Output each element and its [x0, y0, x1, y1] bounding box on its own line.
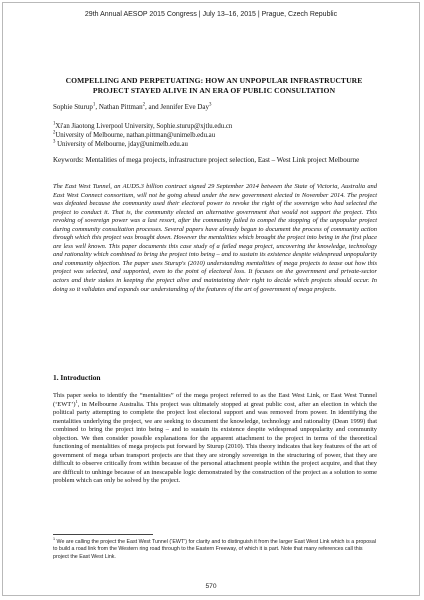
author-sup: 1	[92, 102, 96, 108]
affiliation-text: Xi'an Jiaotong Liverpool University, Sophie.sturup@xjtlu.edu.cn	[55, 123, 233, 130]
author-separator: ,	[95, 103, 99, 111]
footnote-text: We are calling the project the East West Tunnel (‘EWT’) for clarity and to distinguish it from the larger East West Link which is a proposal to build a road link from the Western ring road through to the Eastern Freeway, of which it is part. Note that many references call this project the East West Link.	[53, 539, 376, 560]
affiliation-sup: 1	[53, 121, 56, 127]
body-paragraph	[53, 392, 377, 486]
affiliation	[53, 131, 215, 140]
affiliation-text: University of Melbourne, jday@unimelb.edu.au	[55, 141, 188, 148]
affiliation-sup: 2	[53, 130, 56, 136]
author-separator: , and	[145, 103, 161, 111]
affiliation-sup: 3	[53, 139, 56, 145]
section-heading: 1. Introduction	[53, 373, 101, 382]
paper-title	[53, 76, 375, 96]
author-name: Sophie Sturup	[53, 103, 93, 111]
title-line-1: COMPELLING AND PERPETUATING: HOW AN UNPOPULAR INFRASTRUCTURE	[65, 76, 363, 85]
body-text-part: This paper seeks to identify the “mentalities” of the mega project referred to as the East West Link, or East West Tunnel (‘EWT’)	[53, 392, 377, 408]
body-text-part: , in Melbourne Australia. This project was ultimately stopped at great public cost, after an election in which the political party attempting to complete the project lost electoral support and was removed from power. In identifying the mentalities underlying the project, we are seeking to document the knowledge, technology and rationality (Dean 1999) that combined to bring the project into being – and to sustain its existence despite widespread unpopularity and community objection. We then consider possible explanations for the apparent attachment to the project in terms of the theoretical functioning of mentalities of mega projects put forward by Sturup (2010). This theory indicates that key features of the art of government of mega urban transport projects are that they are strongly sovereign in the structuring of power, that they are difficult to observe critically from within because of the personal attachment people within the project acquire, and that they are difficult to unhinge because of an inescapable logic demonstrated by the construction of the project as a solution to some problem which can only be solved by the project.	[53, 400, 377, 485]
paper-page	[2, 2, 420, 596]
affiliation	[53, 122, 232, 131]
author-list	[53, 103, 211, 112]
footnote	[53, 539, 377, 561]
running-header: 29th Annual AESOP 2015 Congress | July 13–16, 2015 | Prague, Czech Republic	[84, 11, 338, 18]
author-sup: 3	[208, 102, 212, 108]
footnote-ref[interactable]: 1	[75, 398, 78, 404]
footnote-sup: 1	[53, 537, 56, 542]
title-line-2: PROJECT STAYED ALIVE IN AN ERA OF PUBLIC CONSULTATION	[92, 86, 336, 95]
author-sup: 2	[142, 102, 146, 108]
footnote-divider	[53, 534, 153, 535]
author-name: Jennifer Eve Day	[160, 103, 209, 111]
abstract: The East West Tunnel, an AUD5.3 billion contract signed 29 September 2014 between the State of Victoria, Australia and East West Connect consortium, will not be going ahead under the new government elected in November 2014. The project was defeated because the community used their electoral power to revoke the right of the sovereign who had selected the project to conduct it. That is, the community elected an alternative government that would not support the project. This revoking of sovereign power was a last resort, after the community failed to compel the stopping of the unpopular project during community consultation processes. Several papers have already begun to document the process of community action through which this project was brought down. However the mentalities which brought the project into being in the first place are less well known. This paper documents this case study of a failed mega project, uncovering the knowledge, technology and rationality which combined to bring the project into being – and to sustain its existence despite widespread unpopularity and community objection. The paper uses Sturup's (2010) understanding mentalities of mega projects to tease out how this project was selected, and supported, even to the point of electoral loss. It focuses on the government and private-sector actors and their stakes in keeping the project alive and maintaining their right to decide which projects should occur. In doing so it validates and expands our understanding of the features of the art of government of mega projects.	[53, 183, 377, 293]
page-number: 570	[205, 583, 217, 590]
author-name: Nathan Pittman	[98, 103, 143, 111]
keywords: Keywords: Mentalities of mega projects, infrastructure project selection, East – West Link project Melbourne	[53, 156, 360, 164]
affiliation	[53, 140, 188, 149]
affiliation-text: University of Melbourne, nathan.pittman@unimelb.edu.au	[55, 132, 216, 139]
